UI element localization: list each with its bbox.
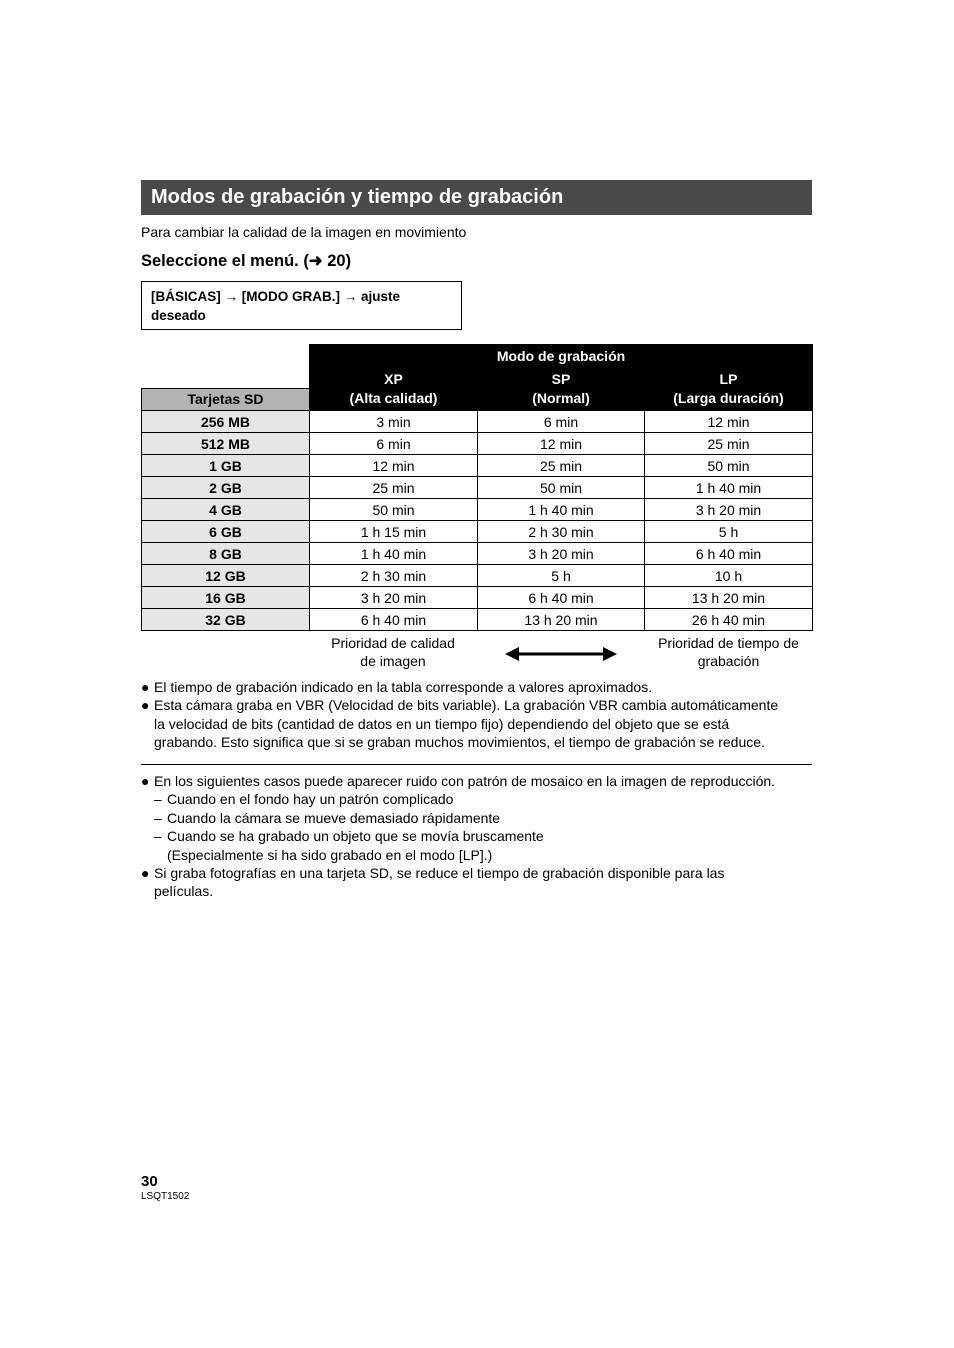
notes-top — [141, 678, 821, 752]
case-text: Cuando la cámara se mueve demasiado rápidamente — [167, 809, 501, 826]
recording-time-cell: 2 h 30 min — [478, 521, 645, 543]
note-vbr — [141, 696, 821, 751]
mode-header: Modo de grabación — [310, 345, 813, 367]
recording-time-table — [141, 344, 813, 631]
column-code: XP — [384, 370, 403, 387]
note-line: El tiempo de grabación indicado en la tabla corresponde a valores aproximados. — [154, 679, 653, 695]
double-arrow-icon — [505, 645, 617, 663]
recording-time-cell: 50 min — [645, 455, 813, 477]
note-line: Esta cámara graba en VBR (Velocidad de bits variable). La grabación VBR cambia automáticamente — [154, 697, 779, 714]
recording-time-cell: 10 h — [645, 565, 813, 587]
note-line: grabando. Esto significa que si se graban muchos movimientos, el tiempo de grabación se reduce. — [154, 734, 765, 751]
card-column-header: Tarjetas SD — [142, 388, 310, 410]
recording-time-cell: 1 h 40 min — [478, 499, 645, 521]
column-code: LP — [719, 370, 738, 387]
recording-time-cell: 50 min — [310, 499, 478, 521]
card-capacity-cell: 16 GB — [142, 587, 310, 609]
column-desc: (Alta calidad) — [349, 389, 438, 406]
note-mosaic — [141, 772, 821, 864]
document-code: LSQT1502 — [141, 1191, 190, 1202]
recording-time-cell: 12 min — [645, 411, 813, 433]
card-capacity-cell: 1 GB — [142, 455, 310, 477]
recording-time-cell: 50 min — [478, 477, 645, 499]
recording-time-cell: 3 h 20 min — [478, 543, 645, 565]
priority-time-label — [645, 634, 812, 670]
note-line: la velocidad de bits (cantidad de datos en un tiempo fijo) dependiendo del objeto que se está — [154, 715, 730, 732]
table-corner-blank — [142, 345, 310, 367]
notes-bottom — [141, 772, 821, 901]
priority-line: Prioridad de calidad — [331, 635, 455, 651]
table-row — [142, 477, 813, 499]
note-photos — [141, 864, 821, 901]
recording-time-cell: 25 min — [478, 455, 645, 477]
bullet-icon: ● — [141, 697, 150, 714]
recording-time-cell: 6 h 40 min — [478, 587, 645, 609]
recording-time-cell: 5 h — [478, 565, 645, 587]
bullet-icon: ● — [141, 865, 150, 882]
recording-time-cell: 12 min — [310, 455, 478, 477]
table-row — [142, 411, 813, 433]
table-row — [142, 521, 813, 543]
card-capacity-cell: 512 MB — [142, 433, 310, 455]
recording-time-cell: 2 h 30 min — [310, 565, 478, 587]
card-capacity-cell: 6 GB — [142, 521, 310, 543]
table-corner-blank — [142, 367, 310, 389]
priority-line: de imagen — [360, 653, 426, 669]
column-desc: (Normal) — [532, 389, 590, 406]
recording-time-cell: 13 h 20 min — [645, 587, 813, 609]
table-row — [142, 543, 813, 565]
recording-time-cell: 6 h 40 min — [310, 609, 478, 631]
recording-time-cell: 3 h 20 min — [645, 499, 813, 521]
note-approx — [141, 678, 821, 696]
column-desc: (Larga duración) — [673, 389, 784, 406]
case-item: – Cuando se ha grabado un objeto que se movía bruscamente — [154, 828, 544, 845]
recording-time-cell: 5 h — [645, 521, 813, 543]
card-capacity-cell: 4 GB — [142, 499, 310, 521]
card-capacity-cell: 32 GB — [142, 609, 310, 631]
card-capacity-cell: 12 GB — [142, 565, 310, 587]
section-title-bar — [141, 180, 812, 215]
divider-line — [141, 764, 812, 765]
recording-time-cell: 26 h 40 min — [645, 609, 813, 631]
recording-time-cell: 1 h 40 min — [645, 477, 813, 499]
table-row — [142, 499, 813, 521]
recording-time-cell: 13 h 20 min — [478, 609, 645, 631]
case-item: – Cuando la cámara se mueve demasiado rápidamente — [154, 809, 501, 826]
table-row — [142, 587, 813, 609]
section-title: Modos de grabación y tiempo de grabación — [151, 186, 564, 208]
priority-line: Prioridad de tiempo de — [658, 635, 799, 651]
note-line: En los siguientes casos puede aparecer ruido con patrón de mosaico en la imagen de reproducción. — [154, 773, 776, 789]
lp-note: (Especialmente si ha sido grabado en el modo [LP].) — [167, 846, 493, 863]
step-instruction: Seleccione el menú. (➜ 20) — [141, 252, 352, 270]
case-item: – Cuando en el fondo hay un patrón complicado — [154, 791, 454, 808]
recording-time-cell: 25 min — [645, 433, 813, 455]
table-row — [142, 433, 813, 455]
page-number: 30 — [141, 1173, 158, 1190]
card-capacity-cell: 256 MB — [142, 411, 310, 433]
note-line: películas. — [154, 883, 214, 900]
case-text: Cuando en el fondo hay un patrón complicado — [167, 791, 454, 808]
column-header-xp — [310, 367, 478, 411]
recording-time-cell: 12 min — [478, 433, 645, 455]
bullet-icon: ● — [141, 679, 150, 695]
bullet-icon: ● — [141, 773, 150, 789]
card-capacity-cell: 8 GB — [142, 543, 310, 565]
priority-quality-label — [309, 634, 477, 670]
recording-time-cell: 3 min — [310, 411, 478, 433]
recording-time-cell: 25 min — [310, 477, 478, 499]
recording-time-cell: 6 min — [478, 411, 645, 433]
note-line: Si graba fotografías en una tarjeta SD, se reduce el tiempo de grabación disponible para las — [154, 865, 725, 882]
recording-time-cell: 1 h 15 min — [310, 521, 478, 543]
priority-line: grabación — [697, 653, 760, 669]
column-code: SP — [551, 370, 571, 387]
column-header-lp — [645, 367, 813, 411]
intro-text: Para cambiar la calidad de la imagen en movimiento — [141, 224, 467, 240]
menu-path-box: [BÁSICAS] → [MODO GRAB.] → ajuste deseado — [141, 281, 462, 330]
case-text: Cuando se ha grabado un objeto que se movía bruscamente — [167, 828, 544, 845]
column-header-sp — [478, 367, 645, 411]
table-row — [142, 455, 813, 477]
recording-time-cell: 3 h 20 min — [310, 587, 478, 609]
table-row — [142, 609, 813, 631]
table-body — [142, 411, 813, 631]
recording-time-cell: 6 min — [310, 433, 478, 455]
recording-time-cell: 1 h 40 min — [310, 543, 478, 565]
recording-time-cell: 6 h 40 min — [645, 543, 813, 565]
table-row — [142, 565, 813, 587]
card-capacity-cell: 2 GB — [142, 477, 310, 499]
